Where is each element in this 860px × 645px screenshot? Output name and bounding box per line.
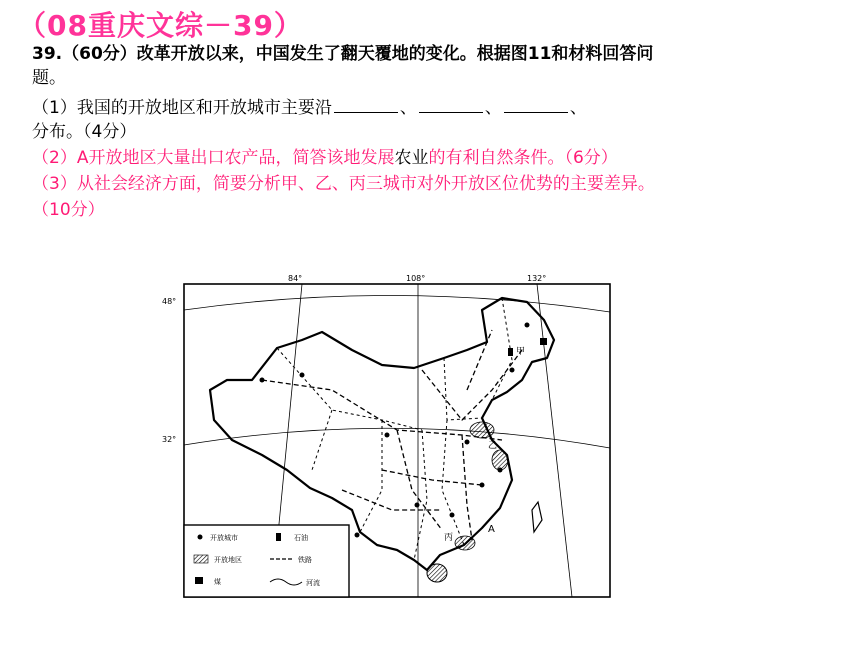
question-part1-line2: 分布。（4分） <box>32 122 137 142</box>
answer-blank-1[interactable] <box>334 98 398 113</box>
question-part3-line1: （3）从社会经济方面，简要分析甲、乙、丙三城市对外开放区位优势的主要差异。 <box>32 174 655 194</box>
open-city-dot <box>385 433 390 438</box>
place-label-a: A <box>488 524 495 535</box>
lat-label-32: 32° <box>162 435 177 444</box>
separator: 、 <box>569 98 587 118</box>
lon-label-132: 132° <box>527 274 547 283</box>
legend-oil-label: 石油 <box>294 534 308 542</box>
legend-open-city-icon <box>198 535 203 540</box>
legend-open-city-label: 开放城市 <box>210 534 238 542</box>
legend-coal-label: 煤 <box>214 578 221 586</box>
open-city-dot <box>300 373 305 378</box>
part1-prefix: （1）我国的开放地区和开放城市主要沿 <box>32 98 332 118</box>
place-label-bing: 丙 <box>444 533 454 543</box>
open-region-hatch <box>470 422 494 438</box>
open-city-dot <box>510 368 515 373</box>
open-region-hatch <box>455 536 475 550</box>
longitude-line-132 <box>537 284 572 597</box>
lon-label-108: 108° <box>406 274 426 283</box>
part2-text-b: 农业 <box>394 148 429 168</box>
answer-blank-2[interactable] <box>419 98 483 113</box>
question-part1 <box>32 96 587 120</box>
coal-symbol <box>540 338 547 345</box>
page-title: （08重庆文综－39） <box>18 9 303 42</box>
taiwan-outline <box>532 502 542 532</box>
legend-river-label: 河流 <box>306 579 320 587</box>
open-city-dot <box>355 533 360 538</box>
answer-blank-3[interactable] <box>504 98 568 113</box>
legend-open-region-icon <box>194 555 208 563</box>
part2-text-c: 的有利自然条件。（6分） <box>428 148 618 168</box>
china-map <box>162 270 612 600</box>
separator: 、 <box>399 98 417 118</box>
separator: 、 <box>484 98 502 118</box>
open-city-dot <box>450 513 455 518</box>
question-part3-line2: （10分） <box>32 200 105 220</box>
open-city-dot <box>260 378 265 383</box>
open-region-hatch <box>492 450 508 470</box>
lat-label-48: 48° <box>162 297 177 306</box>
open-city-dot <box>465 440 470 445</box>
legend-open-region-label: 开放地区 <box>214 556 242 564</box>
question-intro-line1: 39.（60分）改革开放以来，中国发生了翻天覆地的变化。根据图11和材料回答问 <box>32 44 654 64</box>
open-city-dot <box>415 503 420 508</box>
oil-symbol <box>508 348 513 356</box>
legend-oil-icon <box>276 533 281 541</box>
map-legend <box>184 525 349 597</box>
lon-label-84: 84° <box>288 274 303 283</box>
legend-railway-label: 铁路 <box>298 556 312 564</box>
question-intro-line2: 题。 <box>32 68 66 88</box>
open-city-dot <box>525 323 530 328</box>
place-label-yi: 乙 <box>488 441 498 451</box>
legend-coal-icon <box>195 577 203 584</box>
place-label-jia: 甲 <box>516 347 526 357</box>
hainan-island <box>427 564 447 582</box>
part2-text-a: （2）A开放地区大量出口农产品，简答该地发展 <box>32 148 395 168</box>
open-city-dot <box>480 483 485 488</box>
question-part2 <box>32 146 618 170</box>
latitude-line-48 <box>184 295 610 312</box>
